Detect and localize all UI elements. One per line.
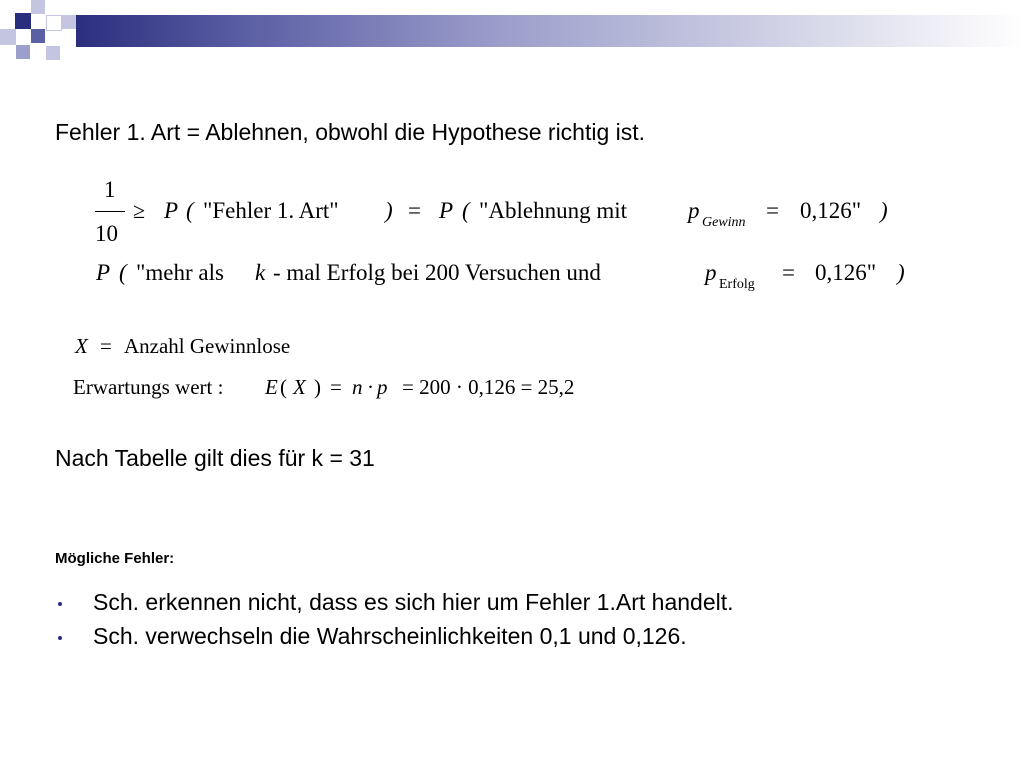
- dot-operator: ·: [367, 375, 374, 399]
- deco-square: [46, 15, 62, 31]
- value-0126: 0,126": [800, 198, 862, 223]
- fraction-denominator: 10: [95, 221, 118, 246]
- text-versuchen: - mal Erfolg bei 200 Versuchen und: [273, 260, 601, 285]
- paren-close: ): [897, 260, 905, 285]
- deco-square: [16, 45, 30, 59]
- equals-sign: =: [782, 260, 795, 285]
- variable-x: X: [293, 375, 306, 399]
- bullet-icon: [58, 602, 62, 606]
- deco-square: [31, 29, 45, 43]
- paren-open: (: [280, 375, 287, 399]
- paren-open: (: [119, 260, 127, 285]
- equals-sign: =: [330, 375, 342, 399]
- variable-p: p: [705, 260, 717, 285]
- probability-symbol: P: [439, 198, 454, 223]
- geq-symbol: ≥: [133, 198, 146, 223]
- deco-square: [31, 0, 45, 14]
- subscript-erfolg: Erfolg: [719, 277, 755, 292]
- text-fehler-1-art: "Fehler 1. Art": [203, 198, 339, 223]
- deco-square: [62, 15, 76, 29]
- variable-x: X: [75, 334, 88, 358]
- list-item-text: Sch. erkennen nicht, dass es sich hier um Fehler 1.Art handelt.: [93, 589, 734, 615]
- paren-close: ): [314, 375, 321, 399]
- text-erwartungswert: Erwartungs wert :: [73, 375, 224, 399]
- equals-sign: =: [408, 198, 421, 223]
- errors-heading: Mögliche Fehler:: [55, 550, 175, 567]
- deco-square: [15, 13, 31, 29]
- deco-square: [46, 46, 60, 60]
- variable-p: p: [688, 198, 700, 223]
- paren-open: (: [186, 198, 194, 223]
- deco-square: [0, 29, 16, 45]
- header-gradient-bar: [76, 15, 1024, 47]
- fraction-line: [95, 211, 125, 212]
- fraction-numerator: 1: [104, 177, 116, 202]
- text-mehr-als: "mehr als: [136, 260, 224, 285]
- bullet-icon: [58, 636, 62, 640]
- variable-e: E: [265, 375, 278, 399]
- variable-k: k: [255, 260, 266, 285]
- probability-symbol: P: [164, 198, 179, 223]
- value-0126: 0,126": [815, 260, 877, 285]
- text-anzahl-gewinnlose: Anzahl Gewinnlose: [124, 334, 291, 358]
- paren-close: ): [880, 198, 888, 223]
- text-ablehnung-mit: "Ablehnung mit: [479, 198, 628, 223]
- definition-text: Fehler 1. Art = Ablehnen, obwohl die Hypothese richtig ist.: [55, 119, 646, 145]
- paren-open: (: [462, 198, 470, 223]
- equals-sign: =: [100, 334, 112, 358]
- paren-close: ): [385, 198, 393, 223]
- equals-sign: =: [766, 198, 779, 223]
- probability-symbol: P: [96, 260, 111, 285]
- list-item-text: Sch. verwechseln die Wahrscheinlichkeiten 0,1 und 0,126.: [93, 623, 687, 649]
- variable-p: p: [377, 375, 388, 399]
- table-result-text: Nach Tabelle gilt dies für k = 31: [55, 445, 375, 471]
- variable-n: n: [352, 375, 363, 399]
- subscript-gewinn: Gewinn: [702, 215, 746, 230]
- expected-value-result: = 200 · 0,126 = 25,2: [402, 375, 575, 399]
